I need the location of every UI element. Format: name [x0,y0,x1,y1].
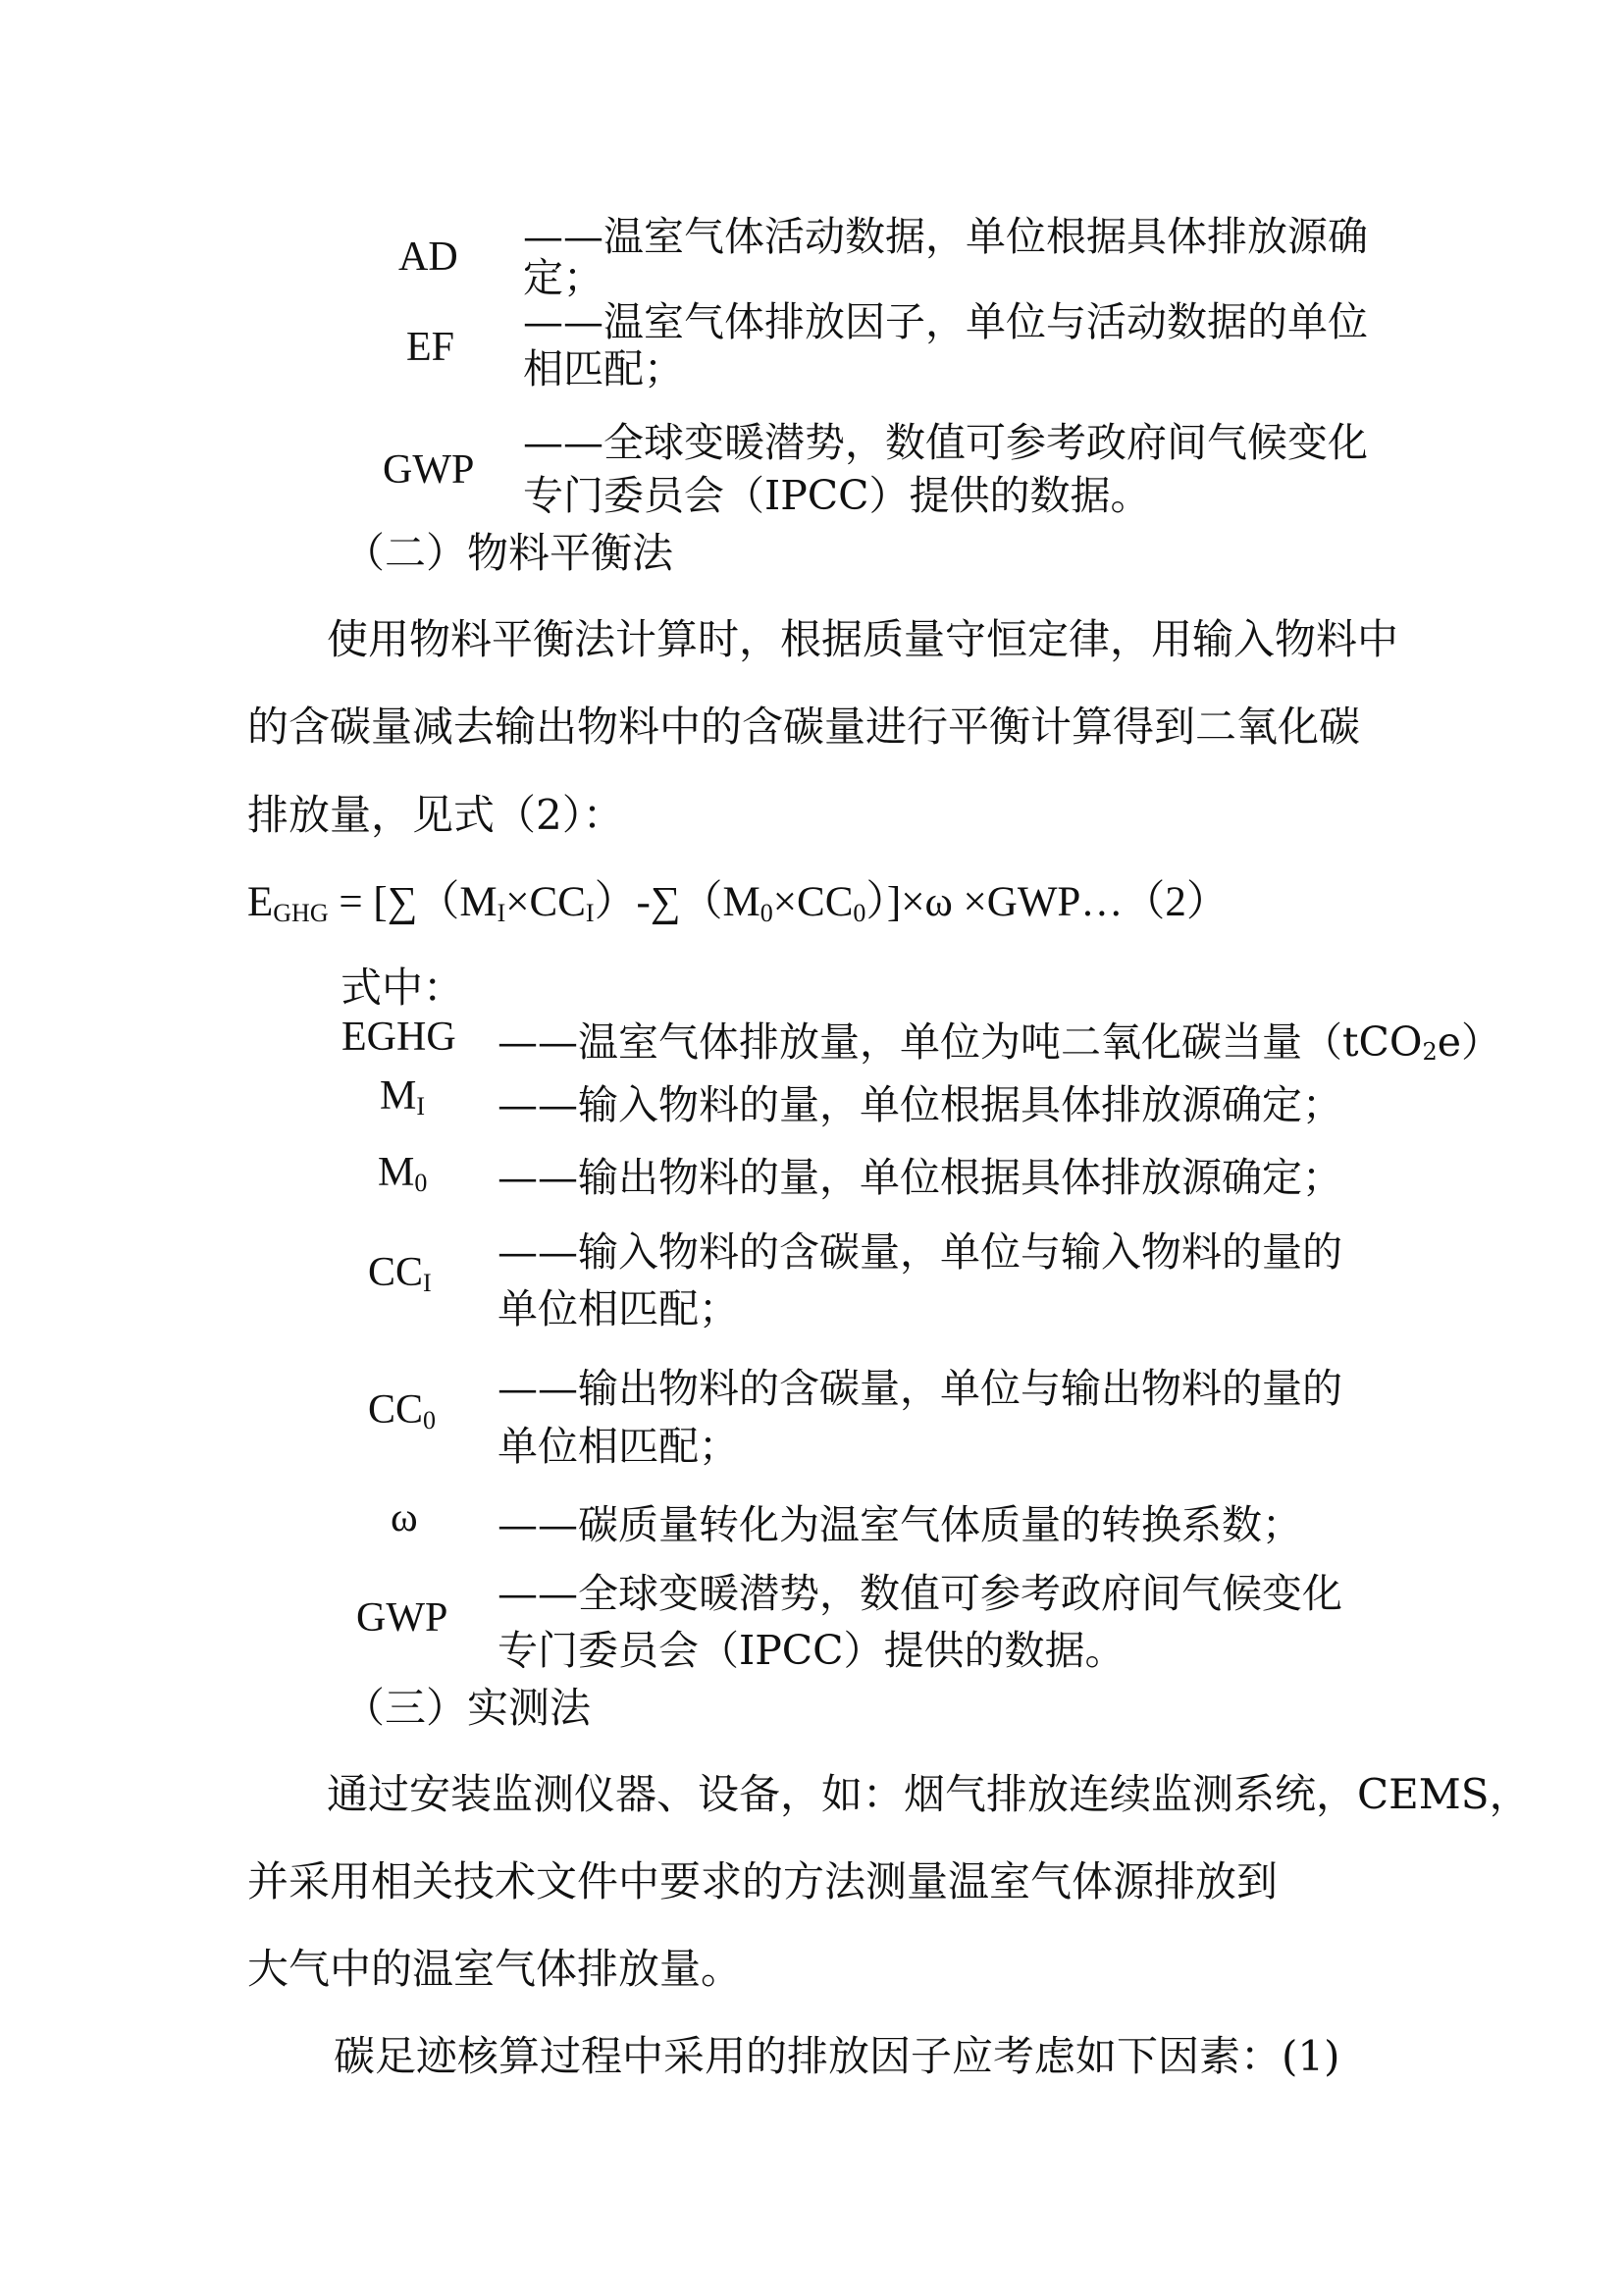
def-text-line: ——碳质量转化为温室气体质量的转换系数； [498,1501,1302,1548]
section-heading: （二）物料平衡法 [343,529,674,577]
paragraph-line: 碳足迹核算过程中采用的排放因子应考虑如下因素：(1) [334,2032,1340,2080]
formula-part: ）-∑（M [594,879,760,925]
where-label: 式中： [341,964,465,1012]
def-symbol-subscript: 0 [423,1406,437,1434]
def-subscript: 2 [1422,1038,1438,1066]
def-symbol-text: M [380,1073,417,1119]
formula-subscript: I [585,899,595,927]
def-symbol [391,1497,418,1539]
def-symbol-text: CC [368,1387,424,1433]
paragraph-line: 使用物料平衡法计算时，根据质量守恒定律，用输入物料中 [327,615,1399,663]
def-symbol: EF [406,325,455,370]
formula-subscript: GHG [273,899,329,927]
formula-subscript: I [497,899,506,927]
formula-symbol: E [247,879,274,925]
def-symbol-subscript: I [423,1269,432,1297]
formula-part: ×CC [505,879,586,925]
formula [247,881,1229,926]
def-text-line: ——全球变暖潜势，数值可参考政府间气候变化 [523,419,1368,466]
paragraph-line: 通过安装监测仪器、设备，如：烟气排放连续监测系统，CEMS， [327,1770,1531,1818]
def-symbol-subscript: 0 [414,1169,428,1197]
def-symbol [356,1597,447,1639]
section-heading: （三）实测法 [343,1684,592,1732]
def-text-line: 专门委员会（IPCC）提供的数据。 [523,472,1151,519]
def-text: e） [1437,1018,1502,1066]
formula-part: = [∑（M [328,879,498,925]
formula-subscript: 0 [853,899,866,927]
def-symbol [368,1389,436,1434]
def-text-line: 单位相匹配； [498,1423,739,1470]
def-symbol-text: GWP [356,1595,448,1641]
def-text-line: 单位相匹配； [498,1285,739,1332]
def-symbol-text: ω [391,1495,418,1540]
paragraph-line: 大气中的温室气体排放量。 [247,1945,743,1993]
def-text-line: ——输出物料的量，单位根据具体排放源确定； [498,1154,1342,1201]
def-symbol-text: M [378,1150,415,1195]
def-symbol [380,1075,425,1120]
def-text: ——温室气体排放量，单位为吨二氧化碳当量（tCO [498,1018,1423,1066]
def-symbol-subscript: I [416,1092,426,1121]
paragraph-line: 的含碳量减去输出物料中的含碳量进行平衡计算得到二氧化碳 [247,703,1361,751]
def-symbol: AD [398,235,458,280]
paragraph-line: 并采用相关技术文件中要求的方法测量温室气体源排放到 [247,1857,1279,1905]
def-text-line: ——输入物料的量，单位根据具体排放源确定； [498,1081,1342,1128]
formula-subscript: 0 [760,899,773,927]
def-symbol-text: EGHG [341,1015,456,1060]
def-text-line: 定； [523,254,603,301]
def-text-line [498,1018,1502,1066]
def-text-line: ——温室气体活动数据，单位根据具体排放源确 [523,213,1368,260]
formula-part: ）]×ω ×GWP…（2） [865,879,1229,925]
def-text-line: ——温室气体排放因子，单位与活动数据的单位 [523,298,1368,345]
def-text-line: 相匹配； [523,345,684,392]
def-symbol [378,1152,427,1196]
def-text-line: ——全球变暖潜势，数值可参考政府间气候变化 [498,1570,1342,1617]
def-text-line: ——输入物料的含碳量，单位与输入物料的量的 [498,1228,1342,1276]
def-symbol [368,1252,432,1296]
def-symbol: GWP [383,447,475,493]
formula-part: ×CC [772,879,854,925]
def-text-line: 专门委员会（IPCC）提供的数据。 [498,1627,1126,1674]
paragraph-line: 排放量，见式（2）： [247,791,624,839]
def-symbol-text: CC [368,1250,424,1295]
def-symbol [341,1017,456,1058]
def-text-line: ——输出物料的含碳量，单位与输出物料的量的 [498,1365,1342,1412]
